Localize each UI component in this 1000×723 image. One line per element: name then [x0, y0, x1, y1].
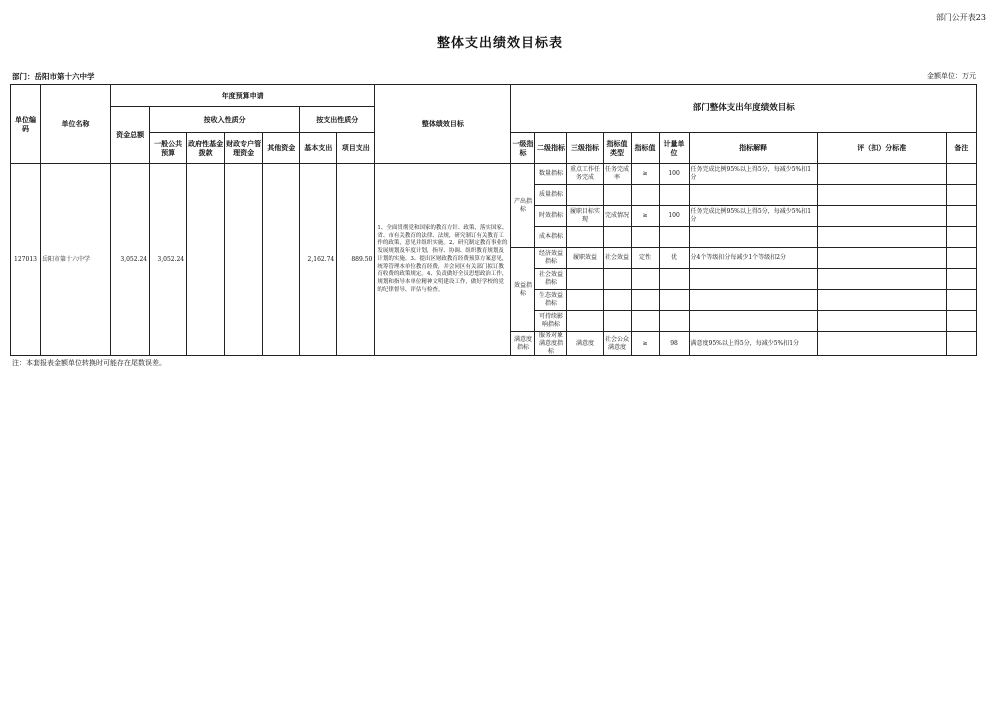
indicator-value [631, 311, 659, 332]
indicator-value: 定性 [631, 248, 659, 269]
indicator-criteria [817, 164, 946, 185]
header-dept-goal: 部门整体支出年度绩效目标 [511, 85, 977, 133]
header-by-income: 按收入性质分 [150, 107, 300, 133]
header-general-budget: 一般公共预算 [150, 133, 187, 164]
header-total: 资金总额 [111, 107, 150, 164]
header-criteria: 评（扣）分标准 [817, 133, 946, 164]
indicator-measure [659, 290, 689, 311]
row-basic-expense: 2,162.74 [300, 164, 337, 356]
indicator-criteria [817, 269, 946, 290]
row-project-expense: 889.50 [337, 164, 375, 356]
header-unit-code: 单位编码 [11, 85, 41, 164]
indicator-type [603, 227, 631, 248]
indicator-type [603, 269, 631, 290]
indicator-explain: 任务完成比例95%以上得5分，每减少5%扣1分 [689, 206, 817, 227]
indicator-measure [659, 311, 689, 332]
row-unit-name: 岳阳市第十六中学 [41, 164, 111, 356]
indicator-l3 [567, 269, 603, 290]
row-special-fund [225, 164, 263, 356]
indicator-l2: 数量指标 [535, 164, 567, 185]
indicator-l2: 时效指标 [535, 206, 567, 227]
header-other-fund: 其他资金 [263, 133, 300, 164]
row-unit-code: 127013 [11, 164, 41, 356]
indicator-type: 社会效益 [603, 248, 631, 269]
indicator-criteria [817, 248, 946, 269]
indicator-l2: 经济效益指标 [535, 248, 567, 269]
indicator-l3 [567, 227, 603, 248]
indicator-remark [946, 311, 976, 332]
header-basic-expense: 基本支出 [300, 133, 337, 164]
header-measure: 计量单位 [659, 133, 689, 164]
indicator-l2: 质量指标 [535, 185, 567, 206]
indicator-measure [659, 269, 689, 290]
indicator-remark [946, 185, 976, 206]
row-total: 3,052.24 [111, 164, 150, 356]
indicator-l3 [567, 290, 603, 311]
header-annual-budget: 年度预算申请 [111, 85, 375, 107]
indicator-value: ≥ [631, 332, 659, 356]
indicator-explain [689, 269, 817, 290]
row-other-fund [263, 164, 300, 356]
header-special-fund: 财政专户管理资金 [225, 133, 263, 164]
indicator-remark [946, 248, 976, 269]
footnote: 注：本套报表金额单位转换时可能存在尾数误差。 [12, 359, 166, 367]
indicator-l2: 可持续影响指标 [535, 311, 567, 332]
department-label: 部门：岳阳市第十六中学 [12, 72, 95, 81]
header-overall-goal: 整体绩效目标 [375, 85, 511, 164]
indicator-remark [946, 206, 976, 227]
indicator-measure: 98 [659, 332, 689, 356]
header-value: 指标值 [631, 133, 659, 164]
performance-table [10, 84, 977, 356]
indicator-remark [946, 332, 976, 356]
indicator-criteria [817, 332, 946, 356]
indicator-l2: 服务对象满意度指标 [535, 332, 567, 356]
indicator-criteria [817, 311, 946, 332]
indicator-remark [946, 164, 976, 185]
indicator-type [603, 290, 631, 311]
indicator-measure: 优 [659, 248, 689, 269]
header-by-expense: 按支出性质分 [300, 107, 375, 133]
indicator-benefit: 效益指标 [511, 248, 535, 332]
indicator-l2: 社会效益指标 [535, 269, 567, 290]
indicator-value: ≥ [631, 164, 659, 185]
indicator-value [631, 269, 659, 290]
indicator-explain [689, 227, 817, 248]
header-explain: 指标解释 [689, 133, 817, 164]
indicator-l3 [567, 185, 603, 206]
header-level1: 一级指标 [511, 133, 535, 164]
indicator-measure: 100 [659, 164, 689, 185]
amount-unit-label: 金额单位：万元 [927, 72, 976, 80]
indicator-explain [689, 290, 817, 311]
indicator-type [603, 311, 631, 332]
indicator-criteria [817, 206, 946, 227]
indicator-l3: 履职效益 [567, 248, 603, 269]
indicator-satisfaction: 满意度指标 [511, 332, 535, 356]
header-unit-name: 单位名称 [41, 85, 111, 164]
indicator-explain: 分4个等级扣分每减少1个等级扣2分 [689, 248, 817, 269]
indicator-remark [946, 290, 976, 311]
indicator-explain [689, 311, 817, 332]
indicator-explain [689, 185, 817, 206]
indicator-type [603, 185, 631, 206]
page-title: 整体支出绩效目标表 [436, 36, 563, 51]
row-gov-fund [187, 164, 225, 356]
indicator-remark [946, 269, 976, 290]
indicator-measure [659, 227, 689, 248]
indicator-criteria [817, 185, 946, 206]
indicator-output: 产出指标 [511, 164, 535, 248]
indicator-type: 完成情况 [603, 206, 631, 227]
indicator-value [631, 290, 659, 311]
indicator-type: 任务完成率 [603, 164, 631, 185]
indicator-explain: 任务完成比例95%以上得5分，每减少5%扣1分 [689, 164, 817, 185]
indicator-l2: 生态效益指标 [535, 290, 567, 311]
row-overall-goal: 1、全面贯彻党和国家的教育方针、政策，落实国家、省、市有关教育的法律、法规，研究制订有关教育工作的政策，意见并组织实施。2、研究制定教育事业的发展规划及年度计划，指导、协调、组织教育规划及计划的实施。3、提出区财政教育经费预算方案意见，统筹管理本单位教育经费，并会同区有关部门拟订教育收费的政策规定。4、负责做好全员思想政治工作，规划和指导本单位精神文明建设工作，做好学校的党的纪律督导、评估与检查。 [375, 164, 511, 356]
indicator-l3: 重点工作任务完成 [567, 164, 603, 185]
indicator-type: 社会公众满意度 [603, 332, 631, 356]
header-project-expense: 项目支出 [337, 133, 375, 164]
header-value-type: 指标值类型 [603, 133, 631, 164]
indicator-criteria [817, 227, 946, 248]
indicator-l2: 成本指标 [535, 227, 567, 248]
indicator-value: ≥ [631, 206, 659, 227]
indicator-explain: 满意度95%以上得5分，每减少5%扣1分 [689, 332, 817, 356]
indicator-value [631, 227, 659, 248]
indicator-l3: 满意度 [567, 332, 603, 356]
indicator-measure [659, 185, 689, 206]
header-gov-fund: 政府性基金拨款 [187, 133, 225, 164]
indicator-l3: 履职目标实现 [567, 206, 603, 227]
indicator-value [631, 185, 659, 206]
indicator-remark [946, 227, 976, 248]
header-level2: 二级指标 [535, 133, 567, 164]
header-level3: 三级指标 [567, 133, 603, 164]
indicator-measure: 100 [659, 206, 689, 227]
row-general-budget: 3,052.24 [150, 164, 187, 356]
indicator-criteria [817, 290, 946, 311]
indicator-l3 [567, 311, 603, 332]
header-remark: 备注 [946, 133, 976, 164]
form-number: 部门公开表23 [935, 13, 986, 22]
